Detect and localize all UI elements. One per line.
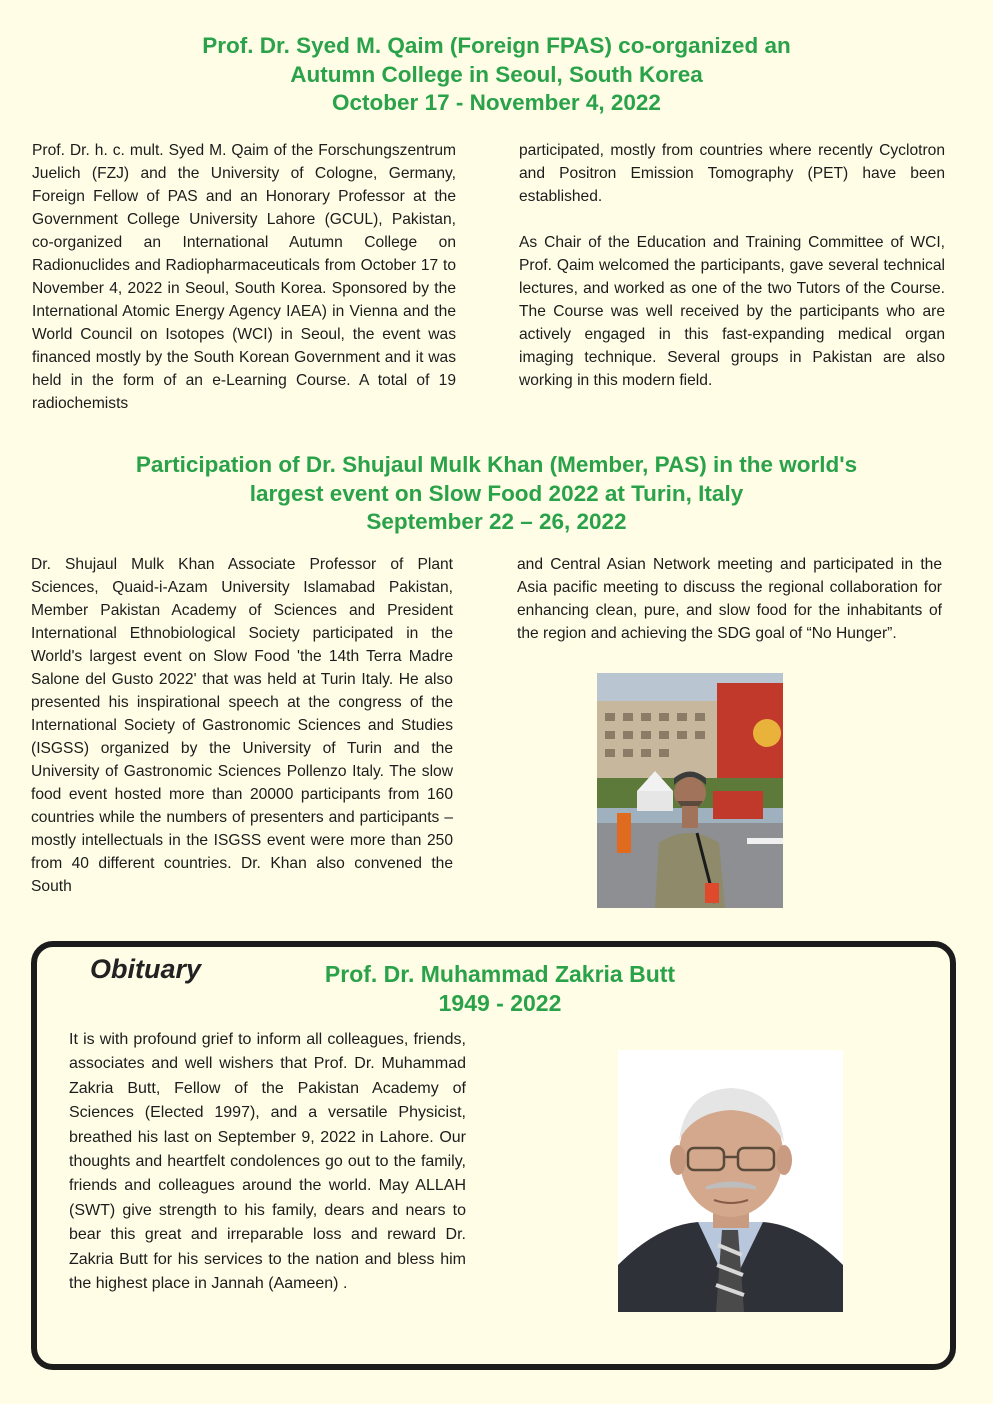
article2-right-paragraph: and Central Asian Network meeting and participated in the Asia pacific meeting to discuss the regional collaboration for enhancing clean, pure, and slow food for the inhabitants of the region and achieving the SDG goal of “No Hunger”. xyxy=(517,556,942,642)
obituary-years: 1949 - 2022 xyxy=(438,990,562,1016)
article1-left-column xyxy=(32,139,456,415)
turin-event-photo xyxy=(597,673,783,908)
article2-title-line3: September 22 – 26, 2022 xyxy=(366,509,627,534)
article1-right-paragraph-1: participated, mostly from countries where recently Cyclotron and Positron Emission Tomography (PET) have been established. xyxy=(519,142,945,205)
article1-title xyxy=(0,32,993,118)
article2-title-line2: largest event on Slow Food 2022 at Turin, Italy xyxy=(249,480,744,506)
article1-left-paragraph: Prof. Dr. h. c. mult. Syed M. Qaim of the Forschungszentrum Juelich (FZJ) and the University of Cologne, Germany, Foreign Fellow of PAS and an Honorary Professor at the Government College University Lahore (GCUL), Pakistan, co-organized an International Autumn College on Radionuclides and Radiopharmaceuticals from October 17 to November 4, 2022 in Seoul, South Korea. Sponsored by the International Atomic Energy Agency IAEA) in Vienna and the World Council on Isotopes (WCI) in Seoul, the event was financed mostly by the South Korean Government and it was held in the form of an e-Learning Course. A total of 19 radiochemists xyxy=(32,142,456,412)
article1-title-line2: Autumn College in Seoul, South Korea xyxy=(290,61,703,87)
obituary-portrait-photo xyxy=(618,1050,843,1312)
article2-title-line1: Participation of Dr. Shujaul Mulk Khan (Member, PAS) in the world's xyxy=(135,452,858,477)
article2-left-column xyxy=(31,553,453,898)
obituary-paragraph: It is with profound grief to inform all colleagues, friends, associates and well wishers that Prof. Dr. Muhammad Zakria Butt, Fellow of the Pakistan Academy of Sciences (Elected 1997), and a versatile Physicist, breathed his last on September 9, 2022 in Lahore. Our thoughts and heartfelt condolences go out to the family, friends and colleagues around the world. May ALLAH (SWT) give strength to his family, dears and nears to bear this great and irreparable loss and reward Dr. Zakria Butt for his services to the nation and bless him the highest place in Jannah (Aameen) . xyxy=(69,1031,466,1293)
article1-right-column xyxy=(519,139,945,392)
obituary-name: Prof. Dr. Muhammad Zakria Butt xyxy=(324,961,676,987)
article1-title-line1: Prof. Dr. Syed M. Qaim (Foreign FPAS) co-organized an xyxy=(202,33,791,58)
article1-title-line3: October 17 - November 4, 2022 xyxy=(332,90,661,115)
article2-right-column xyxy=(517,553,942,645)
obituary-label: Obituary xyxy=(90,954,202,984)
article2-title xyxy=(0,451,993,537)
article2-left-paragraph: Dr. Shujaul Mulk Khan Associate Professor of Plant Sciences, Quaid-i-Azam University Islamabad Pakistan, Member Pakistan Academy of Sciences and President International Ethnobiological Society participated in the World's largest event on Slow Food 'the 14th Terra Madre Salone del Gusto 2022' that was held at Turin Italy. He also presented his inspirational speech at the congress of the International Society of Gastronomic Sciences and Studies (ISGSS) organized by the University of Turin and the University of Gastronomic Sciences Pollenzo Italy. The slow food event hosted more than 20000 participants from 160 countries while the numbers of presenters and participants – mostly intellectuals in the ISGSS event were more than 250 from 40 different countries. Dr. Khan also convened the South xyxy=(31,556,453,895)
article1-right-paragraph-2: As Chair of the Education and Training Committee of WCI, Prof. Qaim welcomed the participants, gave several technical lectures, and worked as one of the two Tutors of the Course. The Course was well received by the participants who are actively engaged in this fast-expanding medical organ imaging technique. Several groups in Pakistan are also working in this modern field. xyxy=(519,234,945,389)
obituary-text-column xyxy=(69,1028,466,1296)
obituary-title xyxy=(210,960,790,1018)
